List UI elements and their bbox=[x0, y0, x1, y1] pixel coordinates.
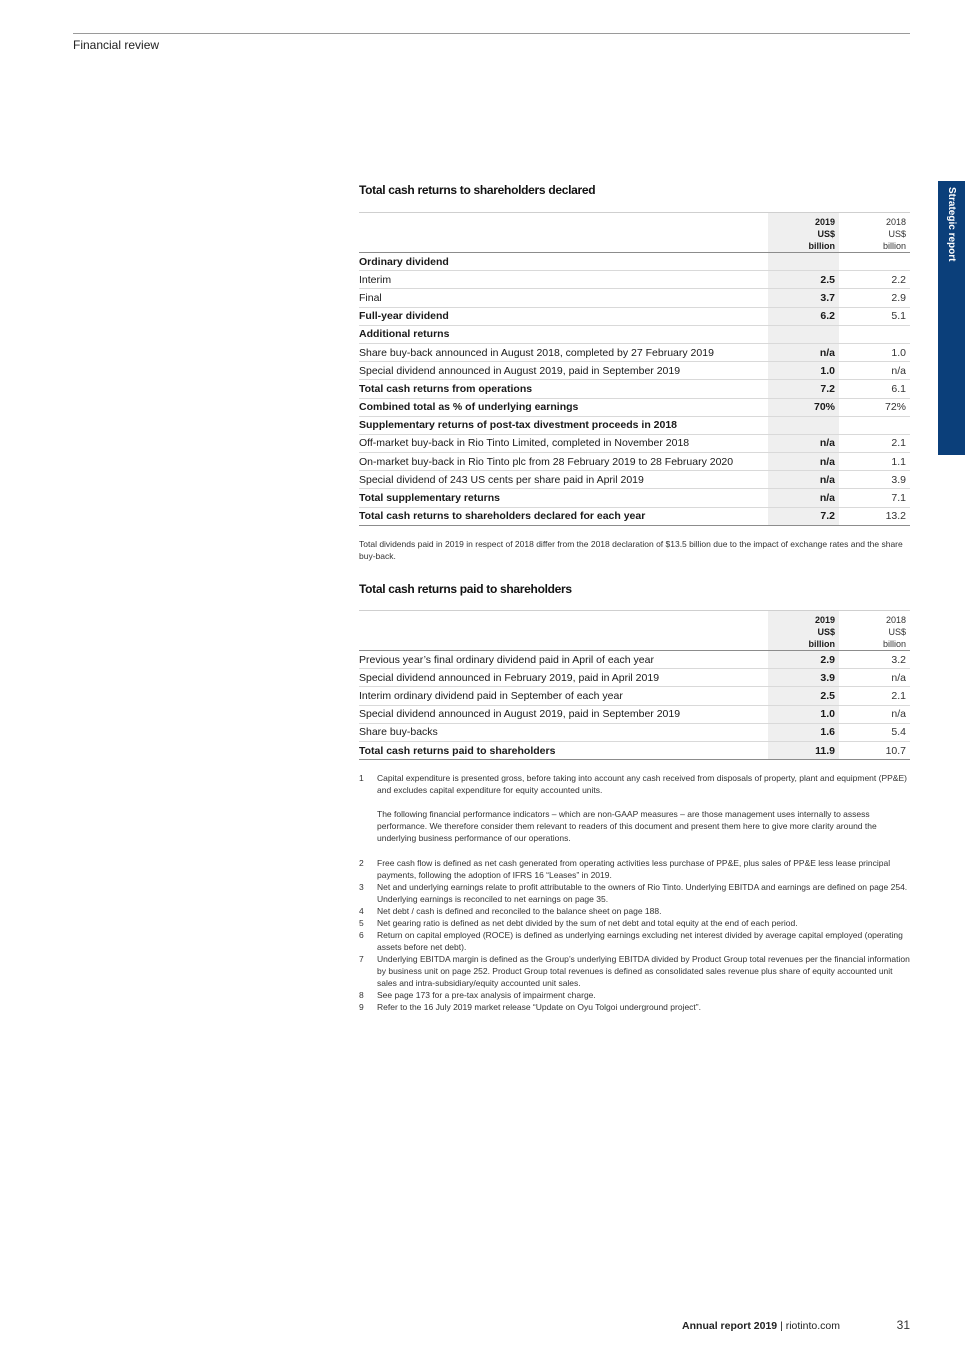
row-label: Off-market buy-back in Rio Tinto Limited, completed in November 2018 bbox=[359, 434, 768, 452]
value-2019: 1.0 bbox=[768, 362, 839, 380]
footer-website-link[interactable]: riotinto.com bbox=[785, 1320, 840, 1332]
paid-section bbox=[359, 582, 910, 760]
table-row bbox=[359, 453, 910, 471]
footnote-text: Refer to the 16 July 2019 market release “Update on Oyu Tolgoi underground project”. bbox=[377, 1002, 701, 1012]
value-2019: 2.5 bbox=[768, 687, 839, 705]
value-2019: 3.7 bbox=[768, 289, 839, 307]
value-2018 bbox=[839, 253, 910, 271]
header-unit-2019: billion bbox=[808, 241, 835, 251]
value-2018: 1.1 bbox=[839, 453, 910, 471]
value-2019: 2.9 bbox=[768, 651, 839, 669]
header-currency-2019: US$ bbox=[817, 229, 835, 239]
value-2019: n/a bbox=[768, 453, 839, 471]
table-row bbox=[359, 253, 910, 271]
value-2018: 3.2 bbox=[839, 651, 910, 669]
row-label: Interim bbox=[359, 271, 768, 289]
page-footer bbox=[600, 1320, 840, 1332]
footnote-number: 2 bbox=[359, 858, 364, 868]
row-label: Combined total as % of underlying earnings bbox=[359, 398, 768, 416]
value-2018: 5.4 bbox=[839, 723, 910, 741]
header-2018 bbox=[839, 213, 910, 253]
row-label: Ordinary dividend bbox=[359, 253, 768, 271]
header-2018 bbox=[839, 611, 910, 651]
footnote-number: 8 bbox=[359, 990, 364, 1000]
footnote-6 bbox=[359, 929, 910, 953]
value-2018: 10.7 bbox=[839, 741, 910, 759]
header-unit-2018: billion bbox=[882, 639, 906, 649]
header-currency-2018: US$ bbox=[888, 627, 906, 637]
header-year-2018: 2018 bbox=[885, 217, 906, 227]
footnote-1 bbox=[359, 772, 910, 796]
table-header-row bbox=[359, 213, 910, 253]
row-label: Share buy-back announced in August 2018, completed by 27 February 2019 bbox=[359, 343, 768, 361]
declared-note: Total dividends paid in 2019 in respect of 2018 differ from the 2018 declaration of $13.5 billion due to the impact of exchange rates and the share buy-back. bbox=[359, 538, 903, 561]
footnote-text: Underlying EBITDA margin is defined as the Group’s underlying EBITDA divided by Product Group total revenues per the financial information by business unit on page 252. Product Group total revenues is defined as consolidated sales revenue plus share of equity accounted unit sales and intra-subsidiary/equity accounted unit sales. bbox=[377, 954, 910, 988]
footnote-number bbox=[359, 808, 377, 844]
declared-title: Total cash returns to shareholders declared bbox=[359, 183, 596, 197]
table-row bbox=[359, 416, 910, 434]
footnote-text: Net gearing ratio is defined as net debt divided by the sum of net debt and total equity at the end of each period. bbox=[377, 918, 798, 928]
header-unit-2018: billion bbox=[882, 241, 906, 251]
side-tab-strategic-report[interactable] bbox=[938, 181, 965, 455]
footnote-text: Net and underlying earnings relate to profit attributable to the owners of Rio Tinto. Underlying EBITDA and earnings are defined on page 254. Underlying earnings is reconciled to net earnings on page 35. bbox=[377, 882, 908, 904]
header-year-2019: 2019 bbox=[814, 217, 835, 227]
value-2018: 6.1 bbox=[839, 380, 910, 398]
value-2019: 11.9 bbox=[768, 741, 839, 759]
value-2019: n/a bbox=[768, 489, 839, 507]
footnote-text: See page 173 for a pre-tax analysis of impairment charge. bbox=[377, 990, 596, 1000]
table-row bbox=[359, 669, 910, 687]
table-header-row bbox=[359, 611, 910, 651]
row-label: On-market buy-back in Rio Tinto plc from 28 February 2019 to 28 February 2020 bbox=[359, 453, 768, 471]
row-label: Final bbox=[359, 289, 768, 307]
value-2018: 5.1 bbox=[839, 307, 910, 325]
table-row bbox=[359, 343, 910, 361]
page-number: 31 bbox=[896, 1318, 910, 1332]
footnote-number: 4 bbox=[359, 906, 364, 916]
paid-title: Total cash returns paid to shareholders bbox=[359, 582, 572, 596]
value-2018: 2.2 bbox=[839, 271, 910, 289]
table-row bbox=[359, 289, 910, 307]
row-label: Special dividend announced in February 2019, paid in April 2019 bbox=[359, 669, 768, 687]
footer-separator: | bbox=[777, 1320, 786, 1332]
header-2019 bbox=[768, 611, 839, 651]
footnote-2 bbox=[359, 857, 910, 881]
row-label: Interim ordinary dividend paid in September of each year bbox=[359, 687, 768, 705]
footnote-number: 5 bbox=[359, 918, 364, 928]
value-2019 bbox=[768, 416, 839, 434]
declared-section bbox=[359, 183, 910, 562]
value-2018: n/a bbox=[839, 362, 910, 380]
footnote-number: 3 bbox=[359, 882, 364, 892]
table-row bbox=[359, 651, 910, 669]
value-2018 bbox=[839, 325, 910, 343]
value-2018: 72% bbox=[839, 398, 910, 416]
value-2018: 13.2 bbox=[839, 507, 910, 525]
value-2018: 1.0 bbox=[839, 343, 910, 361]
value-2018: 7.1 bbox=[839, 489, 910, 507]
table-row bbox=[359, 325, 910, 343]
table-row bbox=[359, 723, 910, 741]
header-year-2019: 2019 bbox=[814, 615, 835, 625]
row-label: Total cash returns to shareholders declared for each year bbox=[359, 507, 768, 525]
footnote-5 bbox=[359, 917, 910, 929]
value-2019 bbox=[768, 253, 839, 271]
header-currency-2019: US$ bbox=[817, 627, 835, 637]
value-2018: 2.9 bbox=[839, 289, 910, 307]
footnote-number: 9 bbox=[359, 1002, 364, 1012]
header-year-2018: 2018 bbox=[885, 615, 906, 625]
row-label: Supplementary returns of post-tax divestment proceeds in 2018 bbox=[359, 416, 768, 434]
row-label: Total cash returns paid to shareholders bbox=[359, 741, 768, 759]
row-label: Share buy-backs bbox=[359, 723, 768, 741]
table-row bbox=[359, 705, 910, 723]
row-label: Total supplementary returns bbox=[359, 489, 768, 507]
side-tab-label: Strategic report bbox=[946, 187, 957, 262]
header-currency-2018: US$ bbox=[888, 229, 906, 239]
section-header: Financial review bbox=[73, 38, 160, 52]
table-row bbox=[359, 380, 910, 398]
footer-report-title: Annual report 2019 bbox=[682, 1320, 778, 1332]
value-2018: 3.9 bbox=[839, 471, 910, 489]
footnote-7 bbox=[359, 953, 910, 989]
paid-table bbox=[359, 610, 910, 760]
value-2019: n/a bbox=[768, 343, 839, 361]
footnotes bbox=[359, 772, 910, 1013]
row-label: Previous year’s final ordinary dividend paid in April of each year bbox=[359, 651, 768, 669]
footnote-4 bbox=[359, 905, 910, 917]
value-2018: n/a bbox=[839, 705, 910, 723]
value-2019: 1.6 bbox=[768, 723, 839, 741]
footnote-9 bbox=[359, 1001, 910, 1013]
table-row bbox=[359, 271, 910, 289]
table-row bbox=[359, 398, 910, 416]
header-label-cell bbox=[359, 213, 768, 253]
value-2019: 1.0 bbox=[768, 705, 839, 723]
row-label: Special dividend announced in August 2019, paid in September 2019 bbox=[359, 705, 768, 723]
footnote-text: Free cash flow is defined as net cash generated from operating activities less purchase of PP&E, plus sales of PP&E less lease principal payments, following the adoption of IFRS 16 “Leases” in 2019. bbox=[377, 858, 891, 880]
footnote-1b bbox=[359, 808, 910, 844]
table-row bbox=[359, 741, 910, 759]
footnote-text: Capital expenditure is presented gross, before taking into account any cash received from disposals of property, plant and equipment (PP&E) and excludes capital expenditure for equity accounted units. bbox=[377, 773, 907, 795]
header-label-cell bbox=[359, 611, 768, 651]
row-label: Full-year dividend bbox=[359, 307, 768, 325]
value-2018: 2.1 bbox=[839, 434, 910, 452]
table-row bbox=[359, 434, 910, 452]
footnote-text: The following financial performance indicators – which are non-GAAP measures – are those management uses internally to assess performance. We therefore consider them relevant to readers of this document and present them here to give more clarity around the underlying business performance of our operations. bbox=[377, 809, 877, 843]
value-2019 bbox=[768, 325, 839, 343]
value-2019: 7.2 bbox=[768, 380, 839, 398]
value-2019: n/a bbox=[768, 471, 839, 489]
value-2018 bbox=[839, 416, 910, 434]
table-row bbox=[359, 507, 910, 525]
table-row bbox=[359, 687, 910, 705]
table-row bbox=[359, 489, 910, 507]
table-row bbox=[359, 362, 910, 380]
value-2018: 2.1 bbox=[839, 687, 910, 705]
value-2019: n/a bbox=[768, 434, 839, 452]
footnote-3 bbox=[359, 881, 910, 905]
row-label: Total cash returns from operations bbox=[359, 380, 768, 398]
value-2019: 2.5 bbox=[768, 271, 839, 289]
footnote-number: 1 bbox=[359, 773, 364, 783]
footnote-text: Net debt / cash is defined and reconciled to the balance sheet on page 188. bbox=[377, 906, 662, 916]
footnote-number: 6 bbox=[359, 930, 364, 940]
header-rule bbox=[73, 33, 910, 34]
value-2019: 70% bbox=[768, 398, 839, 416]
header-2019 bbox=[768, 213, 839, 253]
header-unit-2019: billion bbox=[808, 639, 835, 649]
value-2019: 6.2 bbox=[768, 307, 839, 325]
value-2018: n/a bbox=[839, 669, 910, 687]
row-label: Additional returns bbox=[359, 325, 768, 343]
value-2019: 3.9 bbox=[768, 669, 839, 687]
declared-table bbox=[359, 212, 910, 526]
table-row bbox=[359, 307, 910, 325]
row-label: Special dividend of 243 US cents per share paid in April 2019 bbox=[359, 471, 768, 489]
row-label: Special dividend announced in August 2019, paid in September 2019 bbox=[359, 362, 768, 380]
footnote-number: 7 bbox=[359, 954, 364, 964]
footnote-8 bbox=[359, 989, 910, 1001]
footnote-text: Return on capital employed (ROCE) is defined as underlying earnings excluding net interest divided by average capital employed (operating assets before net debt). bbox=[377, 930, 903, 952]
value-2019: 7.2 bbox=[768, 507, 839, 525]
table-row bbox=[359, 471, 910, 489]
